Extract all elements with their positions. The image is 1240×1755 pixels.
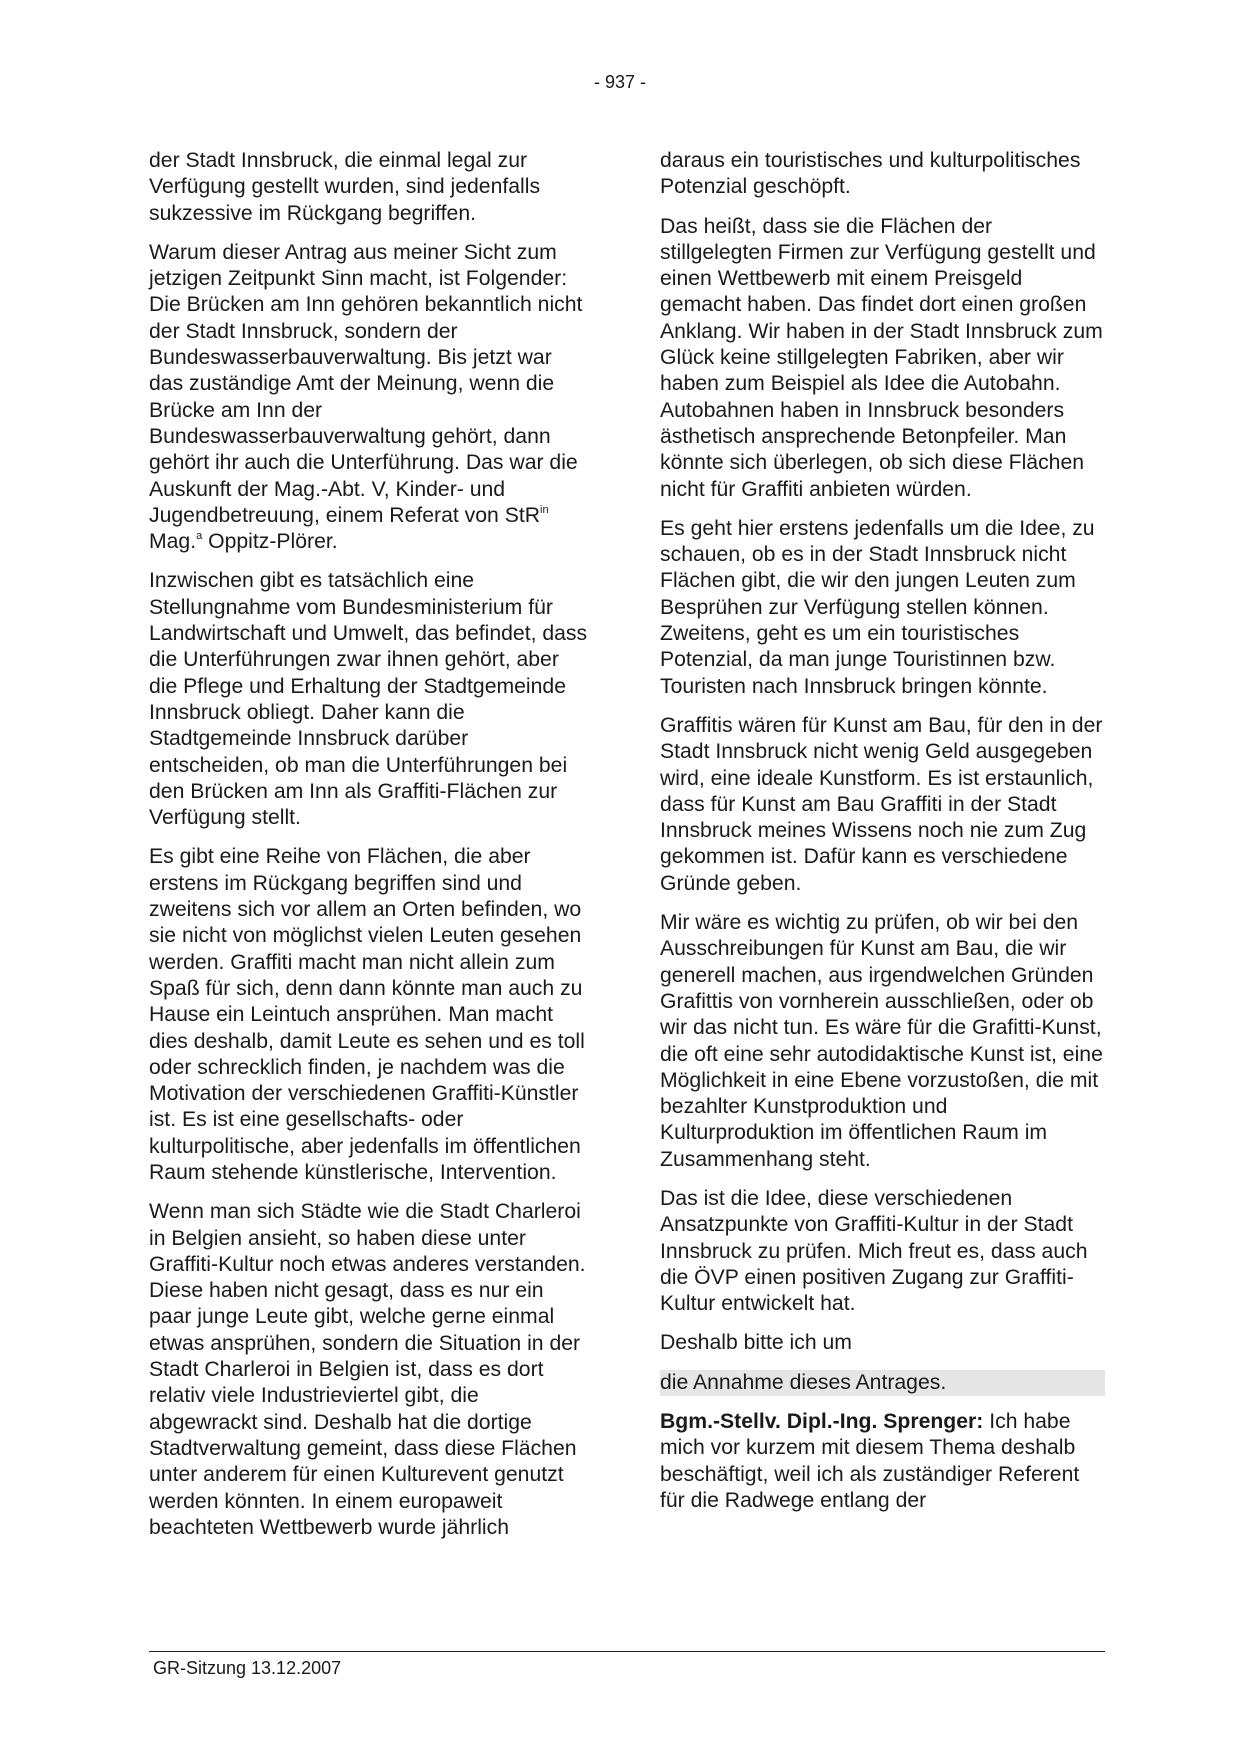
- paragraph: Graffitis wären für Kunst am Bau, für den in der Stadt Innsbruck nicht wenig Geld ausgegeben wird, eine ideale Kunstform. Es ist erstaunlich, dass für Kunst am Bau Graffiti in der Stadt Innsbruck meines Wissens noch nie zum Zug gekommen ist. Dafür kann es verschiedene Gründe geben.: [660, 713, 1103, 895]
- left-column: [149, 148, 591, 1554]
- paragraph: Inzwischen gibt es tatsächlich eine Stellungnahme vom Bundesministerium für Landwirtschaft und Umwelt, das befindet, dass die Unterführungen zwar ihnen gehört, aber die Pflege und Erhaltung der Stadtgemeinde Innsbruck obliegt. Daher kann die Stadtgemeinde Innsbruck darüber entscheiden, ob man die Unterführungen bei den Brücken am Inn als Graffiti-Flächen zur Verfügung stellt.: [149, 569, 588, 830]
- paragraph-text: Warum dieser Antrag aus meiner Sicht zum jetzigen Zeitpunkt Sinn macht, ist Folgender: Die Brücken am Inn gehören bekanntlich nicht der Stadt Innsbruck, sondern der Bundeswasserbauverwaltung. Bis jetzt war das zuständige Amt der Meinung, wenn die Brücke am Inn der Bundeswasserbauverwaltung gehört, dann gehört ihr auch die Unterführung. Das war die Auskunft der Mag.-Abt. V, Kinder- und Jugendbetreuung, einem Referat von StR: [149, 240, 583, 527]
- motion-request: die Annahme dieses Antrages.: [660, 1370, 1105, 1396]
- paragraph: Wenn man sich Städte wie die Stadt Charleroi in Belgien ansieht, so haben diese unter Graffiti-Kultur noch etwas anderes verstanden. Diese haben nicht gesagt, dass es nur ein paar junge Leute gibt, welche gerne einmal etwas ansprühen, sondern die Situation in der Stadt Charleroi in Belgien ist, dass es dort relativ viele Industrieviertel gibt, die abgewrackt sind. Deshalb hat die dortige Stadtverwaltung gemeint, dass diese Flächen unter anderem für einen Kulturevent genutzt werden könnten. In einem europaweit beachteten Wettbewerb wurde jährlich: [149, 1200, 586, 1539]
- paragraph-text: Oppitz-Plörer.: [202, 530, 338, 554]
- footer-divider: [149, 1651, 1105, 1652]
- superscript: a: [196, 530, 203, 543]
- footer-text: GR-Sitzung 13.12.2007: [153, 1658, 342, 1678]
- page-number: - 937 -: [593, 72, 647, 92]
- paragraph-text: Ich habe mich vor kurzem mit diesem Thema deshalb beschäftigt, weil ich als zuständiger Referent für die Radwege entlang der: [660, 1410, 1080, 1512]
- right-column: [660, 148, 1105, 1527]
- paragraph: Es gibt eine Reihe von Flächen, die aber erstens im Rückgang begriffen sind und zweitens sich vor allem an Orten befinden, wo sie nicht von möglichst vielen Leuten gesehen werden. Graffiti macht man nicht allein zum Spaß für sich, denn dann könnte man auch zu Hause ein Leintuch ansprühen. Man macht dies deshalb, damit Leute es sehen und es toll oder schrecklich finden, je nachdem was die Motivation der verschiedenen Graffiti-Künstler ist. Es ist eine gesellschafts- oder kulturpolitische, aber jedenfalls im öffentlichen Raum stehende künstlerische, Intervention.: [149, 845, 585, 1184]
- paragraph: [660, 1409, 1105, 1514]
- speaker-name: Bgm.-Stellv. Dipl.-Ing. Sprenger:: [660, 1410, 984, 1434]
- paragraph: Es geht hier erstens jedenfalls um die Idee, zu schauen, ob es in der Stadt Innsbruck nicht Flächen gibt, die wir den jungen Leuten zum Besprühen zur Verfügung stellen können. Zweitens, geht es um ein touristisches Potenzial, da man junge Touristinnen bzw. Touristen nach Innsbruck bringen könnte.: [660, 516, 1095, 698]
- paragraph: [149, 240, 591, 556]
- paragraph: Mir wäre es wichtig zu prüfen, ob wir bei den Ausschreibungen für Kunst am Bau, die wir generell machen, aus irgendwelchen Gründen Grafittis von vornherein ausschließen, oder ob wir das nicht tun. Es wäre für die Grafitti-Kunst, die oft eine sehr autodidaktische Kunst ist, eine Möglichkeit in eine Ebene vorzustoßen, die mit bezahlter Kunstproduktion und Kulturproduktion im öffentlichen Raum im Zusammenhang steht.: [660, 911, 1103, 1171]
- paragraph: Deshalb bitte ich um: [660, 1331, 852, 1355]
- paragraph-text: Mag.: [149, 530, 197, 554]
- paragraph: Das ist die Idee, diese verschiedenen Ansatzpunkte von Graffiti-Kultur in der Stadt Innsbruck zu prüfen. Mich freut es, dass auch die ÖVP einen positiven Zugang zur Graffiti-Kultur entwickelt hat.: [660, 1186, 1088, 1316]
- paragraph: Das heißt, dass sie die Flächen der stillgelegten Firmen zur Verfügung gestellt und einen Wettbewerb mit einem Preisgeld gemacht haben. Das findet dort einen großen Anklang. Wir haben in der Stadt Innsbruck zum Glück keine stillgelegten Fabriken, aber wir haben zum Beispiel als Idee die Autobahn. Autobahnen haben in Innsbruck besonders ästhetisch ansprechende Betonpfeiler. Man könnte sich überlegen, ob sich diese Flächen nicht für Graffiti anbieten würden.: [660, 214, 1103, 501]
- paragraph: der Stadt Innsbruck, die einmal legal zur Verfügung gestellt wurden, sind jedenfalls sukzessive im Rückgang begriffen.: [149, 149, 541, 225]
- superscript: in: [540, 503, 549, 516]
- paragraph: daraus ein touristisches und kulturpolitisches Potenzial geschöpft.: [660, 149, 1081, 199]
